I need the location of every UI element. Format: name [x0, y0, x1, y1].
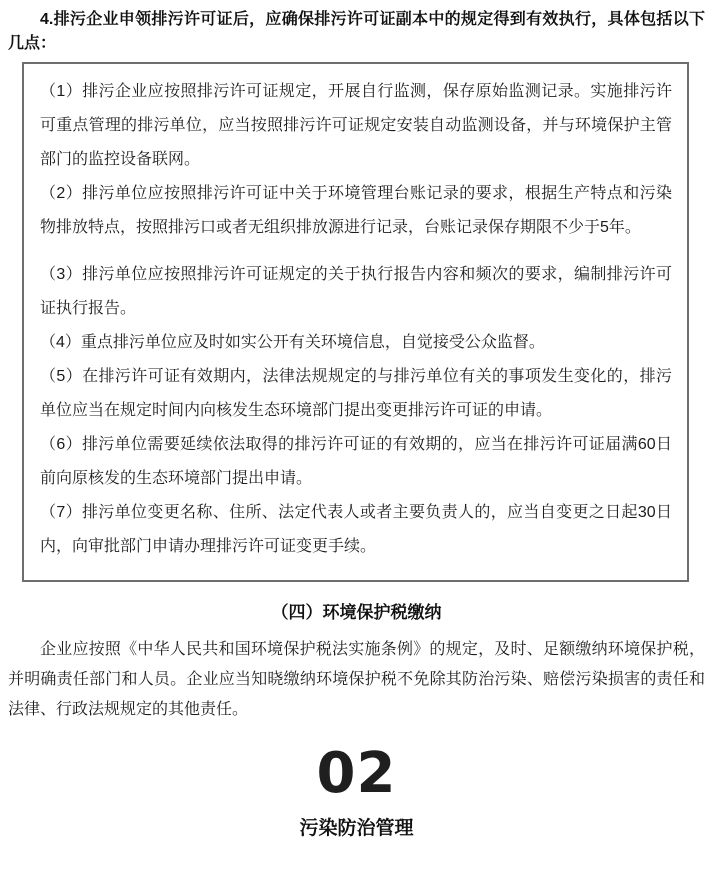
tax-section-heading: （四）环境保护税缴纳 — [271, 603, 442, 622]
intro-heading: 4.排污企业申领排污许可证后，应确保排污许可证副本中的规定得到有效执行，具体包括以下几点： — [8, 11, 705, 52]
chapter-title: 污染防治管理 — [299, 818, 414, 839]
permit-point-1: （1）排污企业应按照排污许可证规定，开展自行监测，保存原始监测记录。实施排污许可重点管理的排污单位，应当按照排污许可证规定安装自动监测设备，并与环境保护主管部门的监控设备联网。 — [40, 83, 672, 168]
tax-section-paragraph: 企业应按照《中华人民共和国环境保护税法实施条例》的规定，及时、足额缴纳环境保护税，并明确责任部门和人员。企业应当知晓缴纳环境保护税不免除其防治污染、赔偿污染损害的责任和法律、行政法规规定的其他责任。 — [8, 641, 705, 718]
chapter-number: 02 — [316, 741, 397, 806]
permit-point-7: （7）排污单位变更名称、住所、法定代表人或者主要负责人的，应当自变更之日起30日内，向审批部门申请办理排污许可证变更手续。 — [40, 504, 672, 555]
permit-points-box — [22, 62, 689, 582]
permit-point-2: （2）排污单位应按照排污许可证中关于环境管理台账记录的要求，根据生产特点和污染物排放特点，按照排污口或者无组织排放源进行记录，台账记录保存期限不少于5年。 — [40, 185, 672, 236]
permit-point-4: （4）重点排污单位应及时如实公开有关环境信息，自觉接受公众监督。 — [40, 334, 545, 351]
document-page — [0, 8, 713, 882]
permit-point-6: （6）排污单位需要延续依法取得的排污许可证的有效期的，应当在排污许可证届满60日前向原核发的生态环境部门提出申请。 — [40, 436, 672, 487]
permit-point-5: （5）在排污许可证有效期内，法律法规规定的与排污单位有关的事项发生变化的，排污单位应当在规定时间内向核发生态环境部门提出变更排污许可证的申请。 — [40, 368, 672, 419]
permit-point-3: （3）排污单位应按照排污许可证规定的关于执行报告内容和频次的要求，编制排污许可证执行报告。 — [40, 266, 672, 317]
